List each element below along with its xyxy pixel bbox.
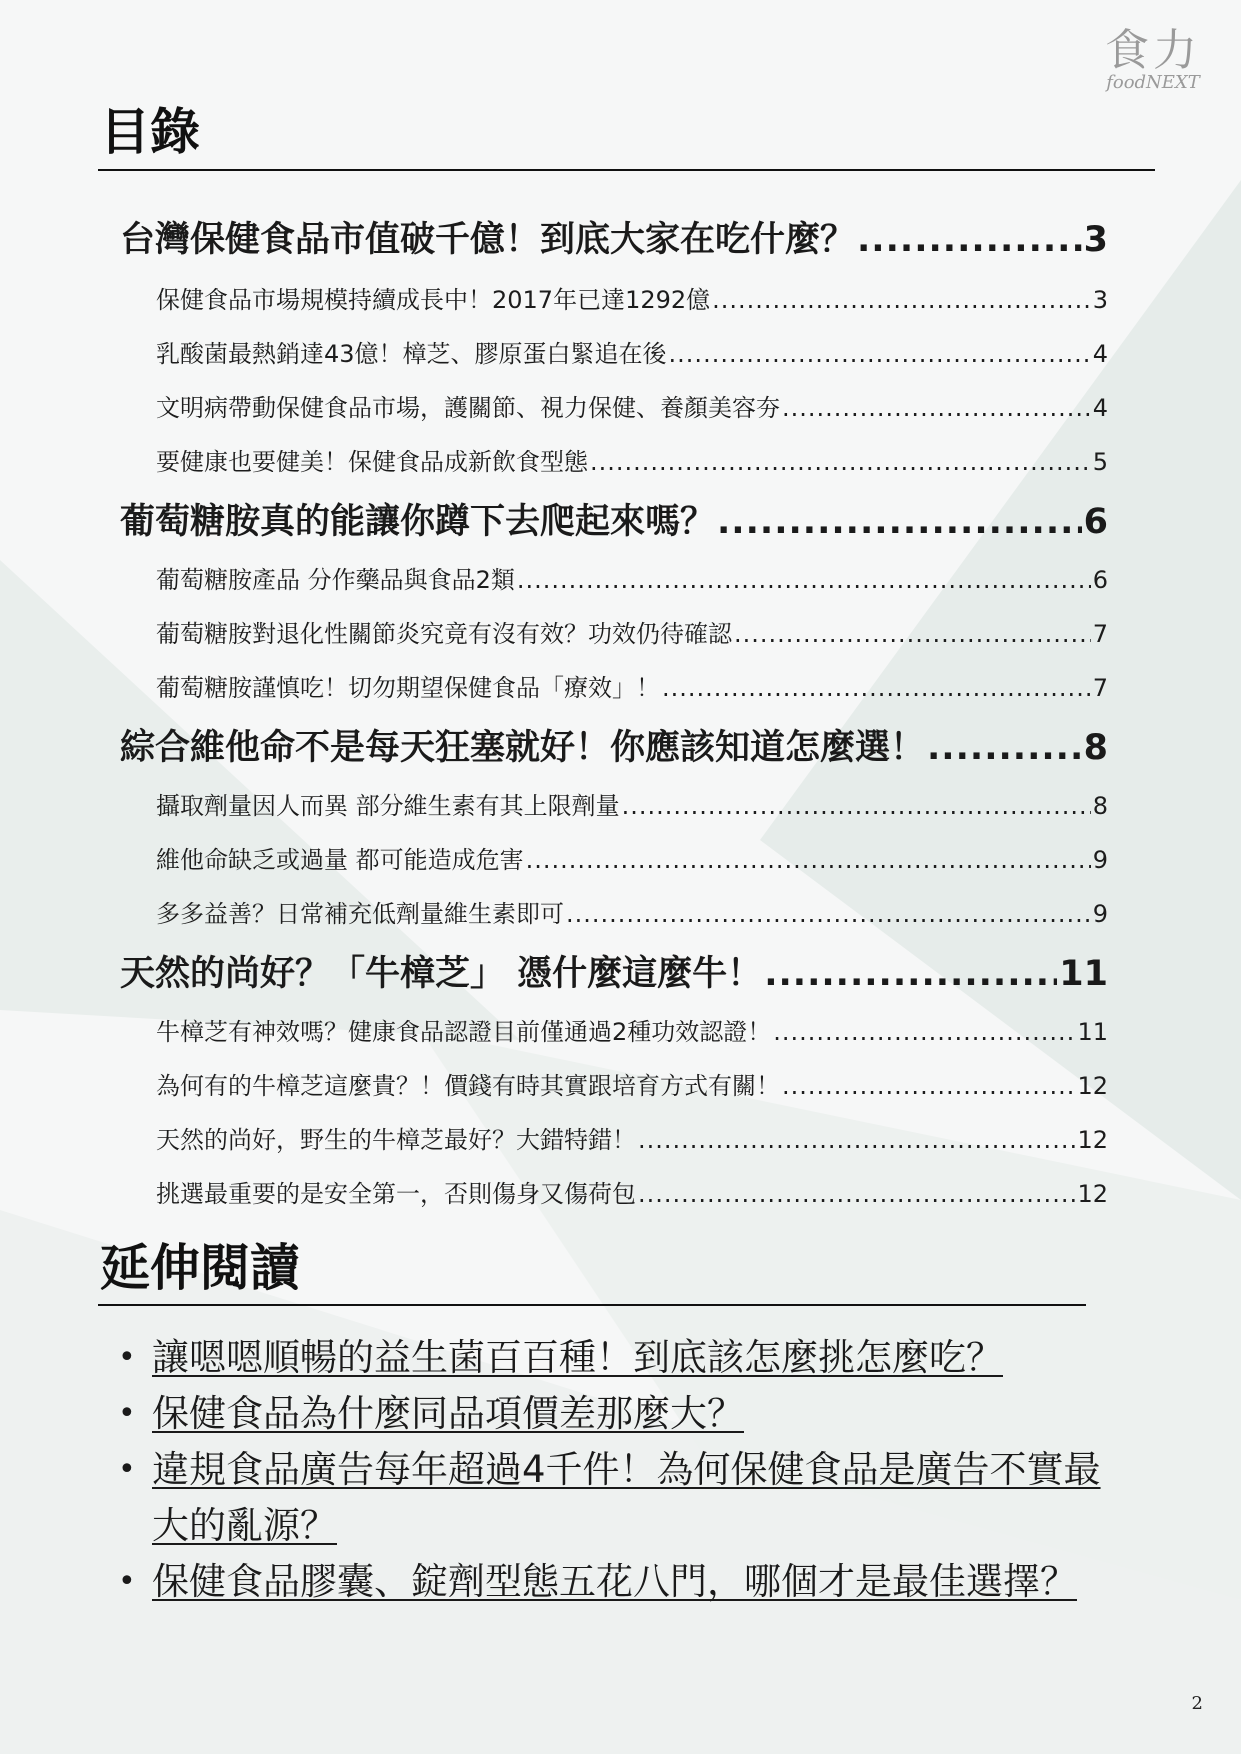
toc-page-number: 12 [1077,1072,1108,1100]
toc-section-1[interactable] [120,212,1108,258]
list-item [118,1442,1128,1554]
toc-leader-dots [517,566,1091,594]
toc-item-title: 文明病帶動保健食品市場，護關節、視力保健、養顏美容夯 [156,394,780,422]
toc-item[interactable] [156,786,1108,820]
toc-page-number: 7 [1092,620,1108,648]
further-reading-link[interactable]: 保健食品為什麼同品項價差那麼大？ [152,1392,744,1435]
further-reading-link[interactable]: 讓嗯嗯順暢的益生菌百百種！到底該怎麼挑怎麼吃？ [152,1336,1003,1379]
toc-item-title: 維他命缺乏或過量 都可能造成危害 [156,846,524,874]
toc-page-number: 3 [1083,220,1108,260]
toc-heading-rule [98,169,1155,171]
toc-item-title: 挑選最重要的是安全第一，否則傷身又傷荷包 [156,1180,636,1208]
toc-item-title: 葡萄糖胺謹慎吃！切勿期望保健食品「療效」！ [156,674,660,702]
toc-page-number: 11 [1077,1018,1108,1046]
toc-section-title: 綜合維他命不是每天狂塞就好！你應該知道怎麼選！ [120,728,926,768]
toc-leader-dots [638,1180,1075,1208]
toc-leader-dots [734,620,1091,648]
toc-leader-dots [669,340,1091,368]
toc-page-number: 3 [1092,286,1108,314]
toc-heading: 目錄 [100,102,200,161]
toc-item[interactable] [156,894,1108,928]
toc-item[interactable] [156,1174,1108,1208]
toc-item-title: 多多益善？日常補充低劑量維生素即可 [156,900,564,928]
toc-item-title: 為何有的牛樟芝這麼貴？！價錢有時其實跟培育方式有關！ [156,1072,780,1100]
toc-item[interactable] [156,442,1108,476]
further-reading-link[interactable]: 違規食品廣告每年超過4千件！為何保健食品是廣告不實最大的亂源？ [152,1448,1101,1547]
toc-section-2[interactable] [120,494,1108,540]
toc-leader-dots [622,792,1091,820]
toc-page-number: 4 [1092,394,1108,422]
logo-english-text: foodNEXT [1106,72,1200,93]
page-number: 2 [1191,1693,1203,1714]
further-reading-rule [98,1304,1086,1306]
toc-leader-dots [712,286,1091,314]
toc-section-4[interactable] [120,946,1108,992]
foodnext-logo [1093,26,1213,93]
toc-page-number: 6 [1083,502,1108,542]
toc-item[interactable] [156,1120,1108,1154]
logo-chinese-text: 食力 [1105,25,1201,76]
toc-item[interactable] [156,840,1108,874]
toc-leader-dots [773,1018,1075,1046]
list-item [118,1330,1128,1386]
toc-leader-dots [782,1072,1075,1100]
toc-item[interactable] [156,334,1108,368]
toc-leader-dots [566,900,1091,928]
toc-leader-dots [764,954,1057,994]
list-item [118,1554,1128,1610]
further-reading-list [118,1330,1128,1610]
toc-leader-dots [857,220,1082,260]
toc-page-number: 7 [1092,674,1108,702]
toc-item[interactable] [156,1066,1108,1100]
toc-item-title: 攝取劑量因人而異 部分維生素有其上限劑量 [156,792,620,820]
toc-leader-dots [782,394,1091,422]
toc-page-number: 11 [1059,954,1108,994]
toc-page-number: 9 [1092,900,1108,928]
toc-page-number: 12 [1077,1180,1108,1208]
toc-item-title: 葡萄糖胺對退化性關節炎究竟有沒有效？功效仍待確認 [156,620,732,648]
toc-leader-dots [662,674,1091,702]
toc-leader-dots [526,846,1091,874]
further-reading-heading: 延伸閱讀 [100,1238,300,1297]
further-reading-link[interactable]: 保健食品膠囊、錠劑型態五花八門，哪個才是最佳選擇？ [152,1560,1077,1603]
toc-item[interactable] [156,280,1108,314]
toc-section-title: 天然的尚好？「牛樟芝」 憑什麼這麼牛！ [120,954,763,994]
toc-section-3[interactable] [120,720,1108,766]
toc-item-title: 要健康也要健美！保健食品成新飲食型態 [156,448,588,476]
toc-item-title: 乳酸菌最熱銷達43億！樟芝、膠原蛋白緊追在後 [156,340,667,368]
toc-item[interactable] [156,1012,1108,1046]
toc-section-title: 台灣保健食品市值破千億！到底大家在吃什麼？ [120,220,856,260]
toc-page-number: 4 [1092,340,1108,368]
toc-item-title: 葡萄糖胺產品 分作藥品與食品2類 [156,566,515,594]
toc-item[interactable] [156,614,1108,648]
toc-page-number: 9 [1092,846,1108,874]
toc-section-title: 葡萄糖胺真的能讓你蹲下去爬起來嗎？ [120,502,716,542]
toc-item-title: 天然的尚好，野生的牛樟芝最好？大錯特錯！ [156,1126,636,1154]
toc-leader-dots [638,1126,1075,1154]
list-item [118,1386,1128,1442]
toc-item-title: 牛樟芝有神效嗎？健康食品認證目前僅通過2種功效認證！ [156,1018,772,1046]
toc-page-number: 5 [1092,448,1108,476]
toc-page-number: 8 [1083,728,1108,768]
toc-page-number: 6 [1092,566,1108,594]
toc-leader-dots [717,502,1082,542]
toc-leader-dots [927,728,1082,768]
toc-page-number: 8 [1092,792,1108,820]
toc-leader-dots [590,448,1091,476]
toc-item[interactable] [156,560,1108,594]
toc-page-number: 12 [1077,1126,1108,1154]
toc-item-title: 保健食品市場規模持續成長中！2017年已達1292億 [156,286,711,314]
toc-item[interactable] [156,668,1108,702]
toc-item[interactable] [156,388,1108,422]
